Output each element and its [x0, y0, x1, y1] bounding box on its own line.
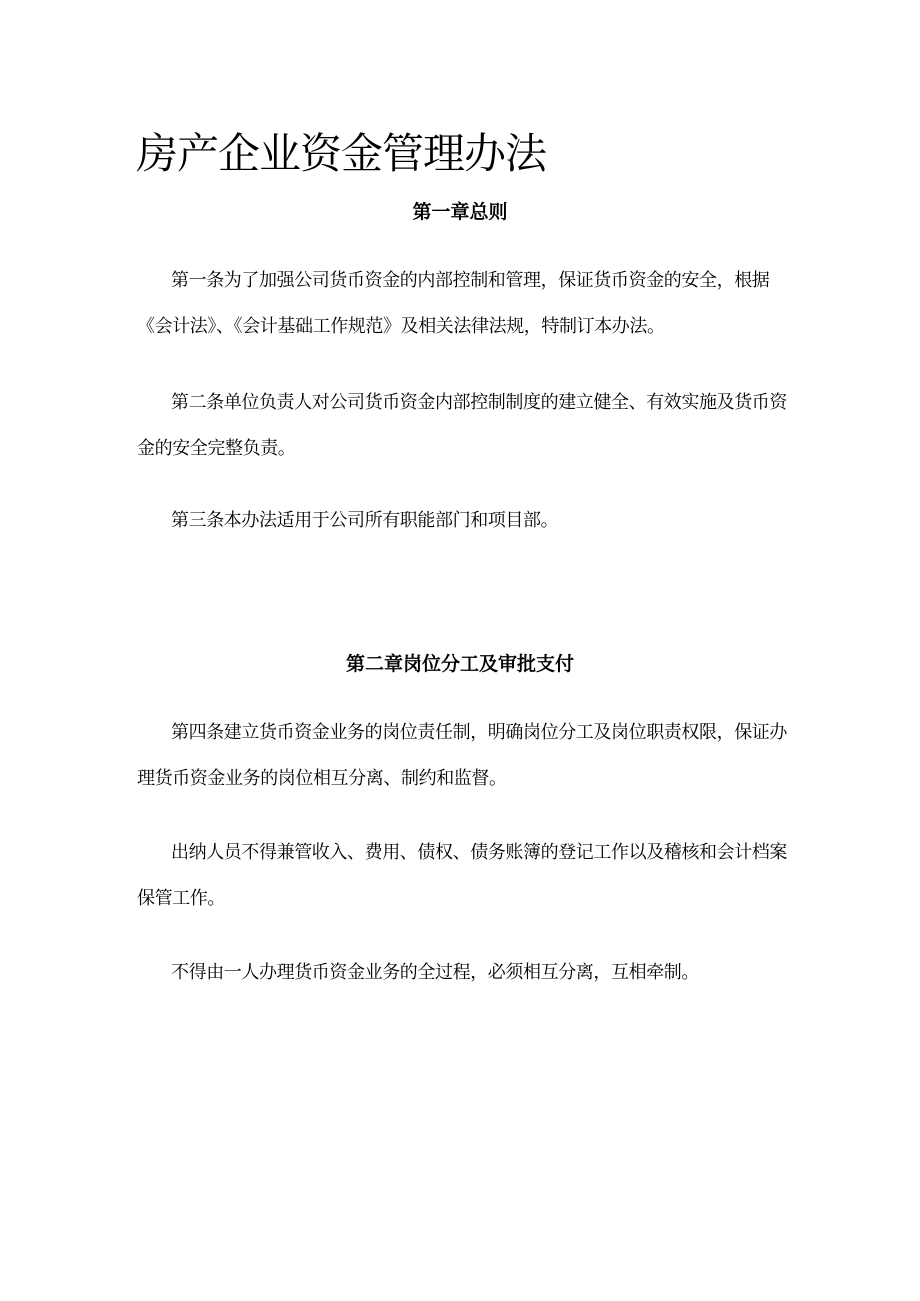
document-title: 房产企业资金管理办法	[136, 129, 547, 178]
chapter-2-heading: 第二章岗位分工及审批支付	[345, 653, 574, 675]
article-4-paragraph: 第四条建立货币资金业务的岗位责任制，明确岗位分工及岗位职责权限，保证办理货币资金业务的岗位相互分离、制约和监督。	[137, 722, 787, 789]
cashier-rule-paragraph: 出纳人员不得兼管收入、费用、债权、债务账簿的登记工作以及稽核和会计档案保管工作。	[137, 842, 787, 909]
article-3-paragraph: 第三条本办法适用于公司所有职能部门和项目部。	[171, 510, 559, 531]
chapter-1-heading: 第一章总则	[412, 201, 508, 223]
article-2-paragraph: 第二条单位负责人对公司货币资金内部控制制度的建立健全、有效实施及货币资金的安全完整负责。	[137, 392, 787, 459]
separation-rule-paragraph: 不得由一人办理货币资金业务的全过程，必须相互分离，互相牵制。	[171, 962, 699, 983]
article-1-paragraph: 第一条为了加强公司货币资金的内部控制和管理，保证货币资金的安全，根据《会计法》、《会计基础工作规范》及相关法律法规，特制订本办法。	[137, 270, 770, 337]
